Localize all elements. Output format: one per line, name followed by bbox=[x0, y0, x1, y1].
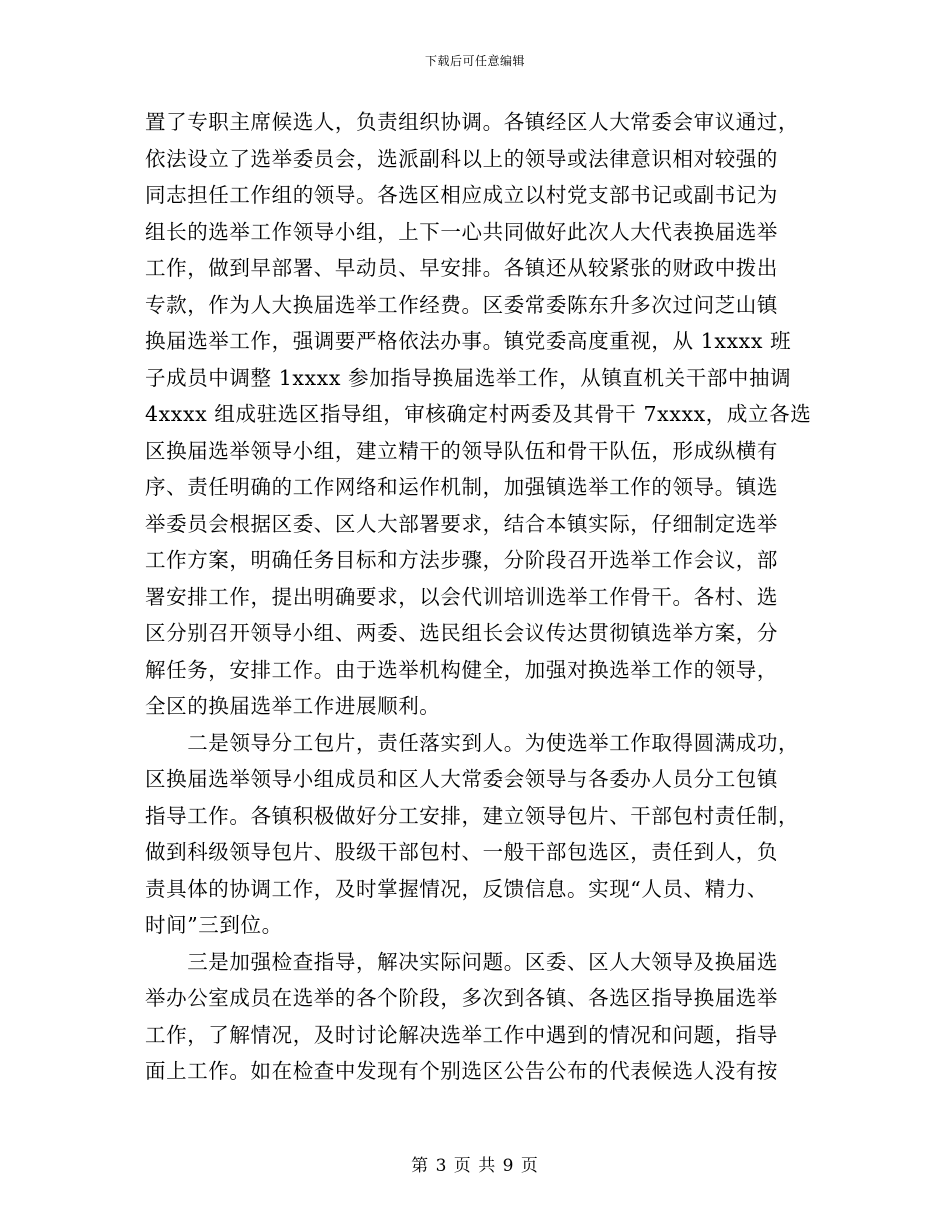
text-line: 4xxxx 组成驻选区指导组，审核确定村两委及其骨干 7xxxx，成立各选 bbox=[145, 402, 812, 426]
text-line: 指导工作。各镇积极做好分工安排，建立领导包片、干部包村责任制， bbox=[145, 803, 800, 828]
text-line: 区换届选举领导小组，建立精干的领导队伍和骨干队伍，形成纵横有 bbox=[145, 438, 778, 463]
text-line: 置了专职主席候选人，负责组织协调。各镇经区人大常委会审议通过， bbox=[145, 110, 800, 134]
document-body bbox=[145, 104, 810, 1090]
text-line: 时间”三到位。 bbox=[145, 913, 283, 937]
text-line: 责具体的协调工作，及时掌握情况，反馈信息。实现“人员、精力、 bbox=[145, 876, 768, 901]
text-line: 子成员中调整 1xxxx 参加指导换届选举工作，从镇直机关干部中抽调 bbox=[145, 365, 792, 390]
text-line: 面上工作。如在检查中发现有个别选区公告公布的代表候选人没有按 bbox=[145, 1059, 778, 1083]
text-line: 举委员会根据区委、区人大部署要求，结合本镇实际，仔细制定选举 bbox=[145, 511, 778, 536]
text-line: 依法设立了选举委员会，选派副科以上的领导或法律意识相对较强的 bbox=[145, 146, 778, 171]
text-line: 举办公室成员在选举的各个阶段，多次到各镇、各选区指导换届选举 bbox=[145, 986, 778, 1010]
text-line: 三是加强检查指导，解决实际问题。区委、区人大领导及换届选 bbox=[145, 949, 778, 974]
text-line: 解任务，安排工作。由于选举机构健全，加强对换选举工作的领导， bbox=[145, 657, 778, 682]
text-line: 做到科级领导包片、股级干部包村、一般干部包选区，责任到人，负 bbox=[145, 840, 778, 864]
text-line: 专款，作为人大换届选举工作经费。区委常委陈东升多次过问芝山镇 bbox=[145, 292, 778, 317]
text-line: 署安排工作，提出明确要求，以会代训培训选举工作骨干。各村、选 bbox=[145, 584, 778, 609]
text-line: 换届选举工作，强调要严格依法办事。镇党委高度重视，从 1xxxx 班 bbox=[145, 329, 792, 353]
text-line: 区分别召开领导小组、两委、选民组长会议传达贯彻镇选举方案，分 bbox=[145, 621, 778, 645]
page-number: 第 3 页 共 9 页 bbox=[411, 1156, 539, 1176]
text-line: 二是领导分工包片，责任落实到人。为使选举工作取得圆满成功， bbox=[145, 730, 800, 755]
text-line: 工作方案，明确任务目标和方法步骤，分阶段召开选举工作会议，部 bbox=[145, 548, 778, 572]
text-line: 同志担任工作组的领导。各选区相应成立以村党支部书记或副书记为 bbox=[145, 183, 778, 207]
text-line: 全区的换届选举工作进展顺利。 bbox=[145, 694, 441, 718]
text-line: 区换届选举领导小组成员和区人大常委会领导与各委办人员分工包镇 bbox=[145, 767, 778, 791]
text-line: 组长的选举工作领导小组，上下一心共同做好此次人大代表换届选举 bbox=[145, 219, 778, 244]
page-header: 下载后可任意编辑 bbox=[424, 54, 525, 68]
text-line: 工作，了解情况，及时讨论解决选举工作中遇到的情况和问题，指导 bbox=[145, 1022, 778, 1047]
text-line: 序、责任明确的工作网络和运作机制，加强镇选举工作的领导。镇选 bbox=[145, 475, 778, 499]
text-line: 工作，做到早部署、早动员、早安排。各镇还从较紧张的财政中拨出 bbox=[145, 256, 778, 280]
